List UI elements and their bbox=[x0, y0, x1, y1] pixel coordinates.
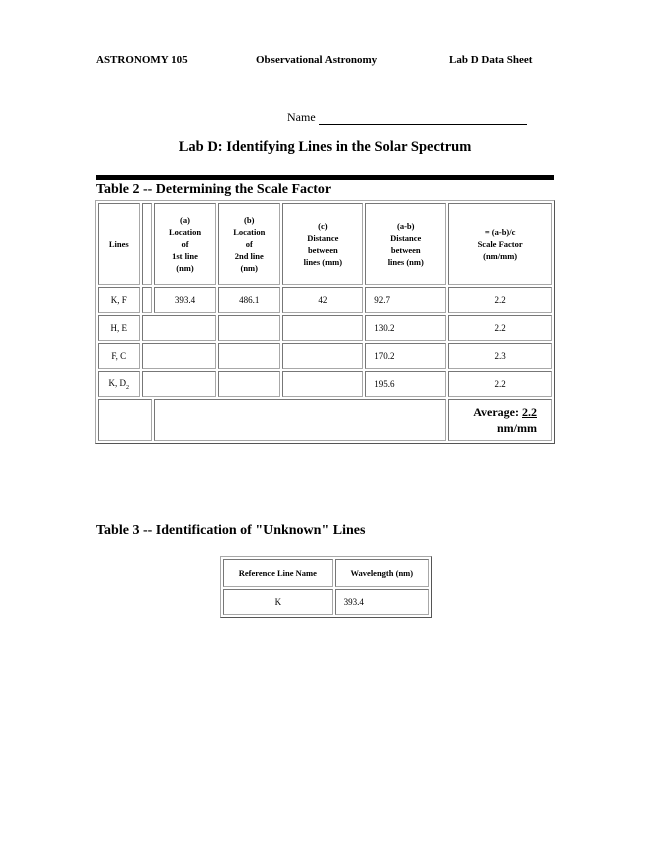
cell-b[interactable] bbox=[218, 315, 280, 341]
cell-sf[interactable]: 2.2 bbox=[448, 315, 552, 341]
subject-label: Observational Astronomy bbox=[256, 54, 378, 66]
cell-a[interactable] bbox=[142, 315, 217, 341]
name-label: Name bbox=[287, 110, 316, 124]
cell-a[interactable] bbox=[142, 371, 217, 397]
unknown-lines-table bbox=[220, 556, 432, 618]
table2-header-row bbox=[98, 203, 552, 285]
cell-lines: F, C bbox=[98, 343, 140, 369]
table2-title: Table 2 -- Determining the Scale Factor bbox=[96, 182, 332, 197]
table3-header-row bbox=[223, 559, 429, 587]
header-a: (a) Location of 1st line (nm) bbox=[154, 203, 216, 285]
cell-spacer bbox=[142, 287, 152, 313]
average-cell bbox=[448, 399, 552, 441]
table-row bbox=[98, 315, 552, 341]
header-b: (b) Location of 2nd line (nm) bbox=[218, 203, 280, 285]
table-row bbox=[98, 371, 552, 397]
cell-ab[interactable]: 170.2 bbox=[365, 343, 446, 369]
page-title: Lab D: Identifying Lines in the Solar Spectrum bbox=[178, 139, 472, 155]
table-row bbox=[223, 589, 429, 615]
name-field[interactable] bbox=[287, 110, 527, 125]
cell-c[interactable] bbox=[282, 343, 363, 369]
table-row bbox=[98, 343, 552, 369]
title-rule bbox=[96, 175, 554, 180]
cell-c[interactable] bbox=[282, 315, 363, 341]
header-reference-line: Reference Line Name bbox=[223, 559, 333, 587]
cell-ab[interactable]: 195.6 bbox=[365, 371, 446, 397]
cell-ab[interactable]: 92.7 bbox=[365, 287, 446, 313]
average-value[interactable]: 2.2 bbox=[522, 405, 537, 419]
course-label: ASTRONOMY 105 bbox=[96, 54, 188, 66]
cell-a[interactable] bbox=[142, 343, 217, 369]
cell-reference-line[interactable]: K bbox=[223, 589, 333, 615]
header-spacer bbox=[142, 203, 152, 285]
cell-b[interactable]: 486.1 bbox=[218, 287, 280, 313]
cell-c[interactable] bbox=[282, 371, 363, 397]
average-label: Average: bbox=[473, 405, 519, 419]
sheet-label: Lab D Data Sheet bbox=[449, 54, 533, 66]
scale-factor-table bbox=[95, 200, 555, 444]
cell-b[interactable] bbox=[218, 343, 280, 369]
cell-ab[interactable]: 130.2 bbox=[365, 315, 446, 341]
cell-a[interactable]: 393.4 bbox=[154, 287, 216, 313]
average-row bbox=[98, 399, 552, 441]
cell-sf[interactable]: 2.3 bbox=[448, 343, 552, 369]
name-blank[interactable] bbox=[319, 112, 527, 125]
cell-sf[interactable]: 2.2 bbox=[448, 287, 552, 313]
average-units: nm/mm bbox=[497, 421, 537, 435]
table-row bbox=[98, 287, 552, 313]
table3-title: Table 3 -- Identification of "Unknown" Lines bbox=[96, 523, 366, 538]
cell-lines: H, E bbox=[98, 315, 140, 341]
cell-b[interactable] bbox=[218, 371, 280, 397]
header-ab: (a-b) Distance between lines (nm) bbox=[365, 203, 446, 285]
avg-blank-mid bbox=[154, 399, 446, 441]
header-lines: Lines bbox=[98, 203, 140, 285]
header-c: (c) Distance between lines (mm) bbox=[282, 203, 363, 285]
header-wavelength: Wavelength (nm) bbox=[335, 559, 429, 587]
cell-lines: K, $D_2$ bbox=[98, 371, 140, 397]
cell-wavelength[interactable]: 393.4 bbox=[335, 589, 429, 615]
cell-c[interactable]: 42 bbox=[282, 287, 363, 313]
header-scale-factor: = (a-b)/c Scale Factor (nm/mm) bbox=[448, 203, 552, 285]
avg-blank-left bbox=[98, 399, 152, 441]
cell-lines: K, F bbox=[98, 287, 140, 313]
cell-sf[interactable]: 2.2 bbox=[448, 371, 552, 397]
subscript: 2 bbox=[126, 384, 129, 391]
